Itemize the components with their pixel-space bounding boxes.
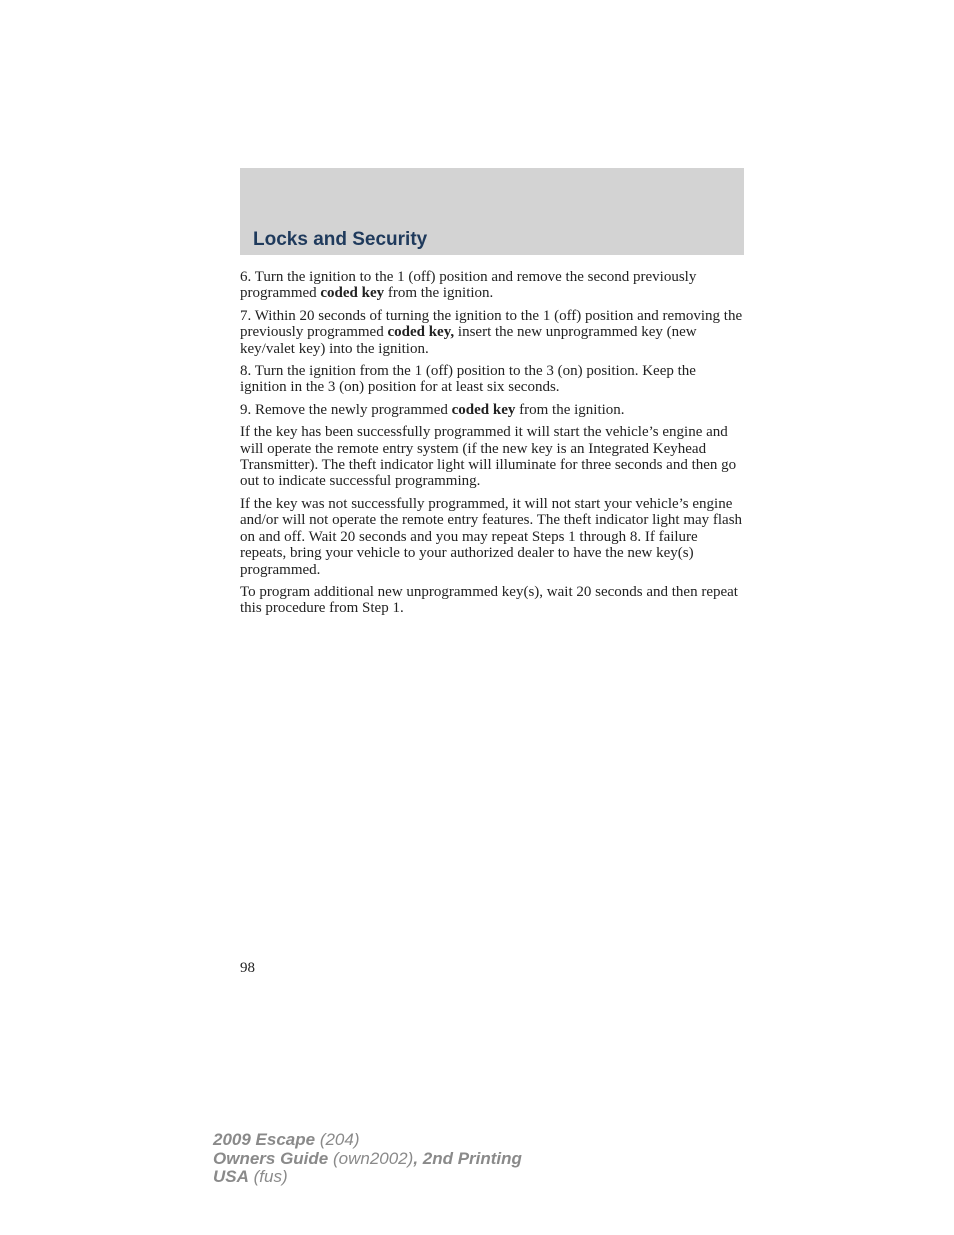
paragraph-failure: If the key was not successfully programmed, it will not start your vehicle’s engine and/or will not operate the remote entry features. The theft indicator light may flash on and off. Wait 20 seconds and you may repeat Steps 1 through 8. If failure repeats, bring your vehicle to your authorized dealer to have the new key(s) programmed. bbox=[240, 495, 743, 578]
bold-term: coded key, bbox=[387, 324, 455, 341]
page-body bbox=[240, 269, 746, 623]
section-header bbox=[240, 168, 744, 255]
bold-term: coded key bbox=[320, 285, 385, 302]
paragraph-success: If the key has been successfully programmed it will start the vehicle’s engine and will operate the remote entry system (if the new key is an Integrated Keyhead Transmitter). The theft indicator light will illuminate for three seconds and then go out to indicate successful programming. bbox=[240, 424, 737, 490]
section-title: Locks and Security bbox=[253, 229, 428, 250]
footer-line-region: USA (fus) bbox=[213, 1167, 288, 1186]
paragraph-additional-keys: To program additional new unprogrammed key(s), wait 20 seconds and then repeat this procedure from Step 1. bbox=[240, 583, 738, 617]
footer-line-model: 2009 Escape (204) bbox=[213, 1130, 360, 1149]
step-6: 6. Turn the ignition to the 1 (off) position and remove the second previously programmed coded key from the ignition. bbox=[240, 269, 697, 302]
page-number: 98 bbox=[240, 960, 255, 976]
document-footer bbox=[213, 1131, 522, 1187]
footer-line-guide: Owners Guide (own2002), 2nd Printing bbox=[213, 1148, 522, 1168]
step-9: 9. Remove the newly programmed coded key from the ignition. bbox=[240, 401, 625, 418]
step-7: 7. Within 20 seconds of turning the ignition to the 1 (off) position and removing the previously programmed coded key, insert the new unprogrammed key (new key/valet key) into the ignition. bbox=[240, 307, 743, 357]
step-8: 8. Turn the ignition from the 1 (off) position to the 3 (on) position. Keep the ignition in the 3 (on) position for at least six seconds. bbox=[240, 363, 696, 396]
bold-term: coded key bbox=[451, 401, 516, 418]
